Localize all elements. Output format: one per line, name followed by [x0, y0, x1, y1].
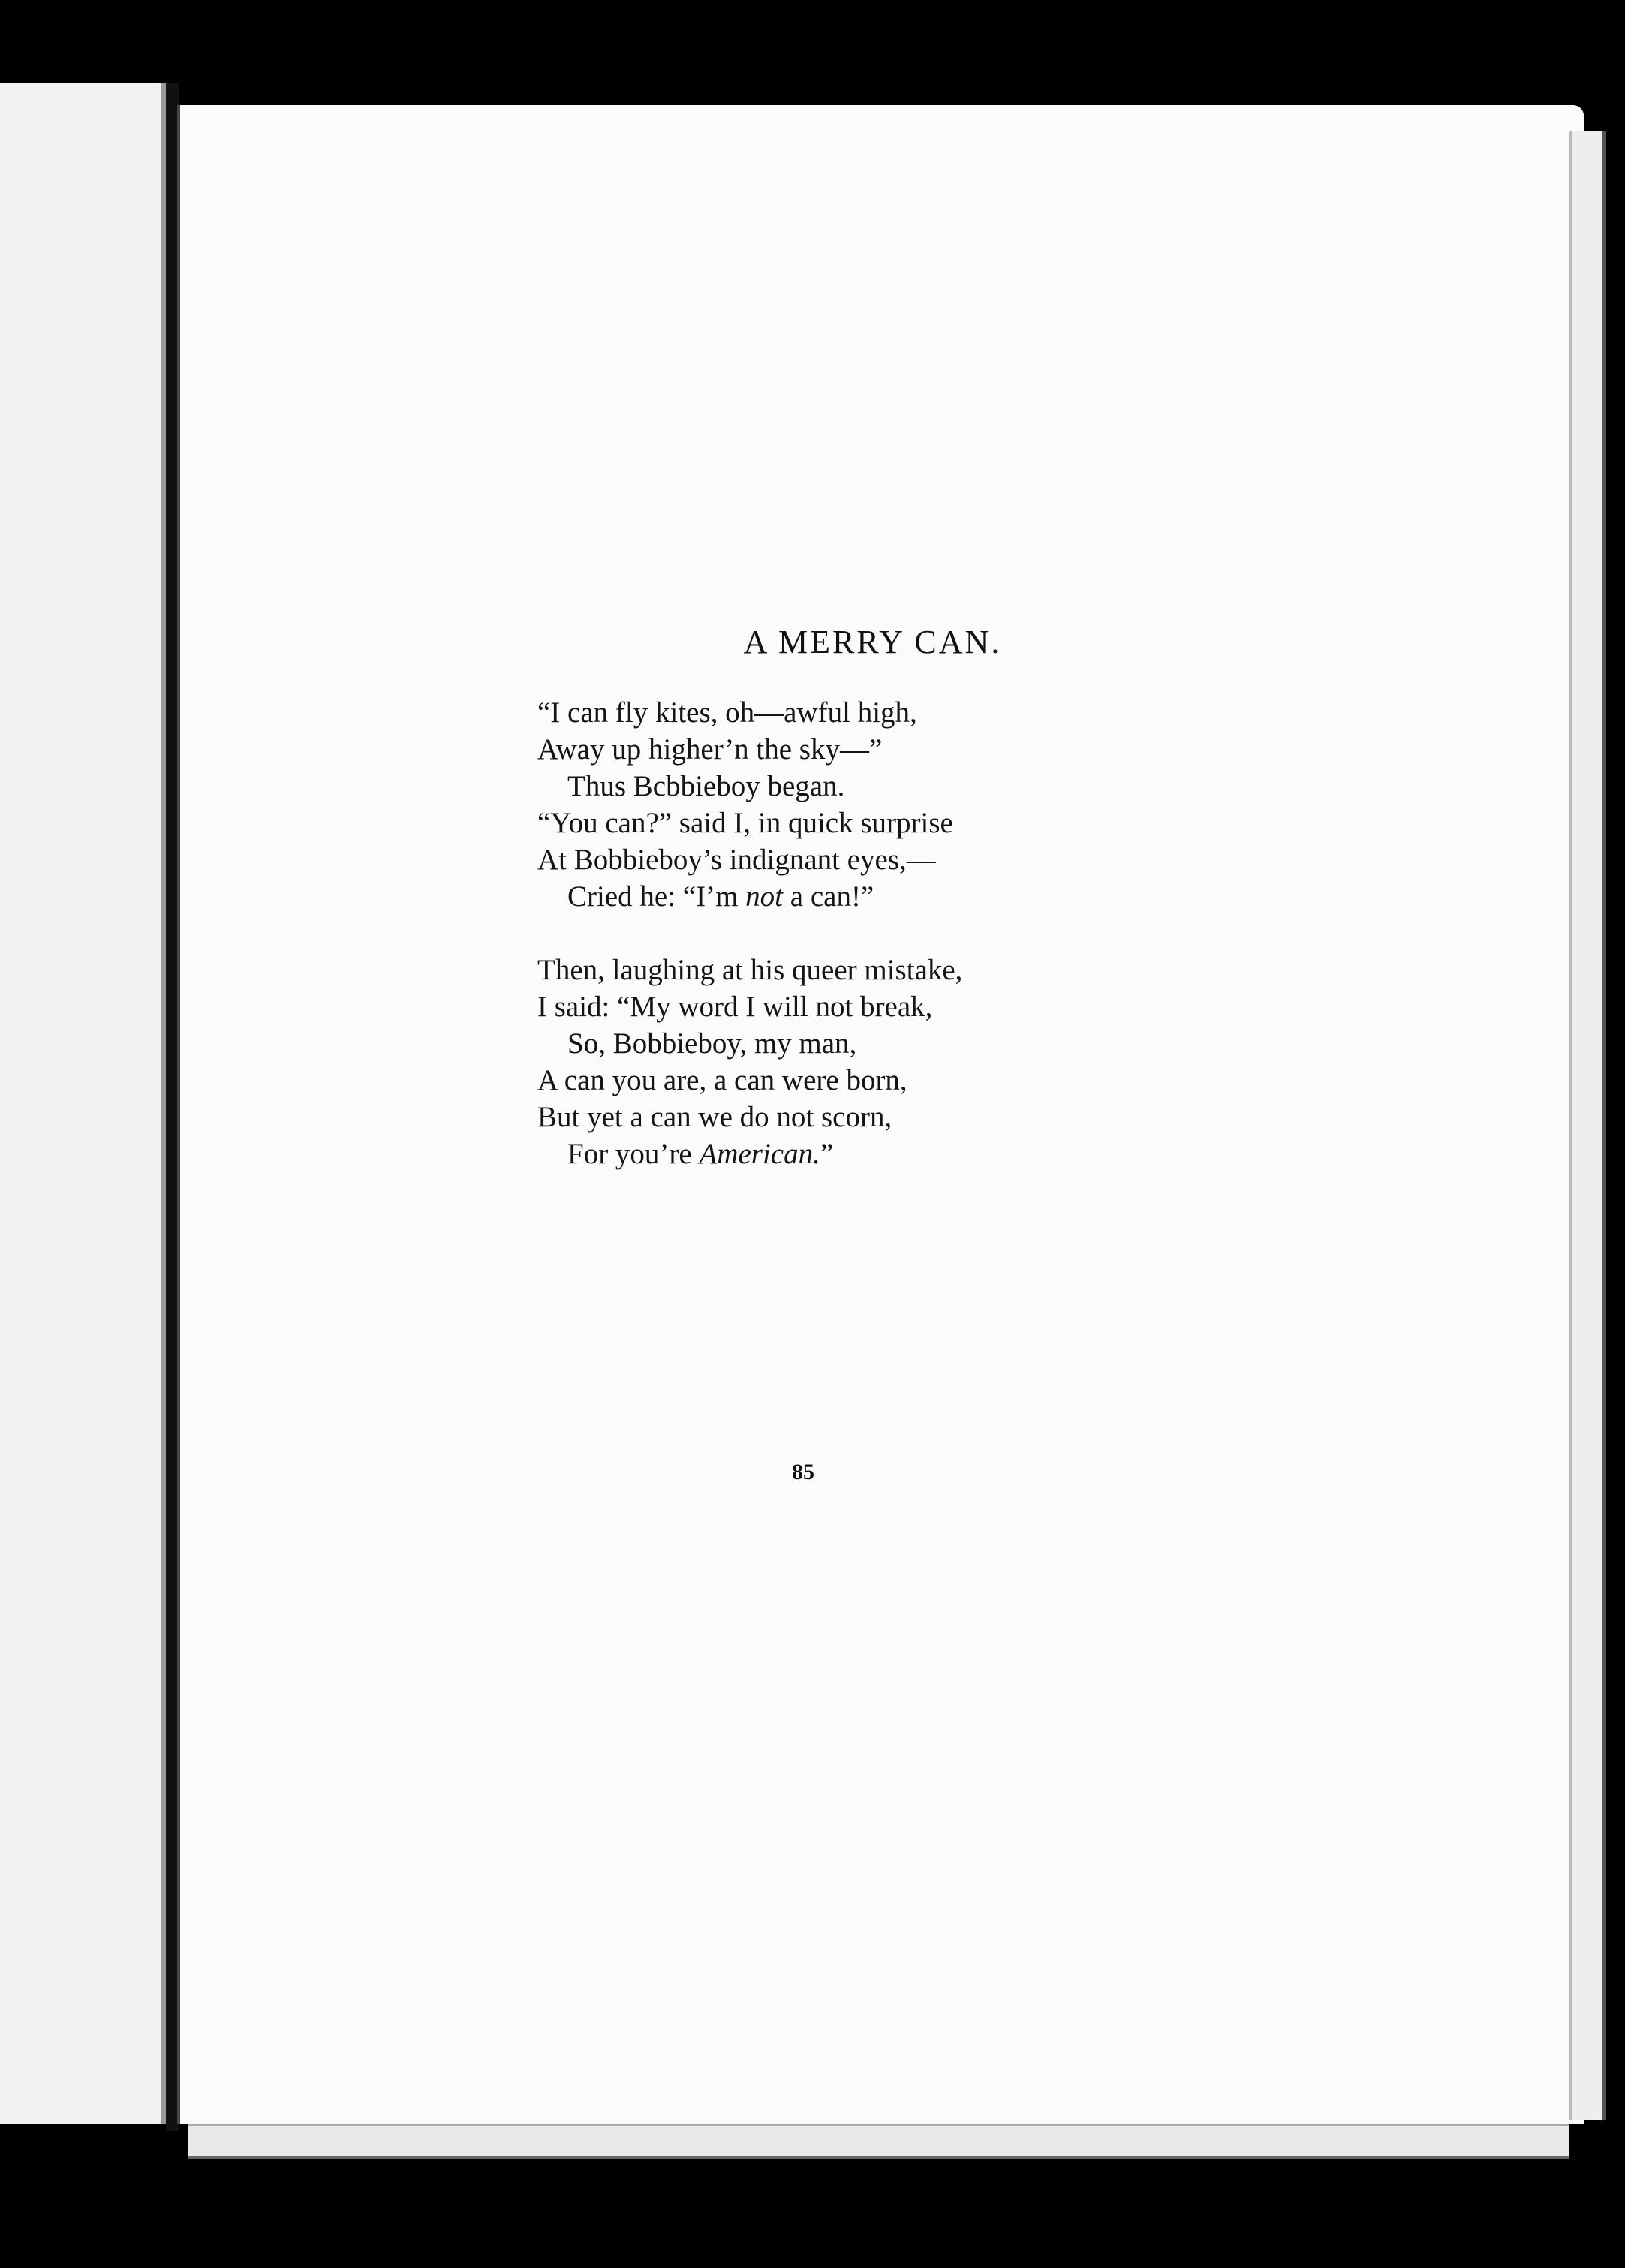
stanza-2: [537, 952, 1108, 1172]
poem-line: [537, 878, 1108, 915]
page-edge: [1569, 131, 1606, 2120]
poem-line: At Bobbieboy’s indignant eyes,—: [537, 844, 936, 876]
poem-line: [537, 1136, 1108, 1172]
poem-line: “I can fly kites, oh—awful high,: [537, 696, 917, 729]
poem-line: “You can?” said I, in quick surprise: [537, 807, 953, 839]
poem-line-text: For you’re: [567, 1138, 700, 1170]
poem-line: But yet a can we do not scorn,: [537, 1101, 892, 1133]
emphasis-text: American.: [699, 1138, 820, 1170]
stanza-gap: [537, 915, 1108, 952]
poem-line: I said: “My word I will not break,: [537, 991, 933, 1023]
stanza-1: [537, 694, 1108, 915]
poem-line: A can you are, a can were born,: [537, 1064, 907, 1096]
poem-body: [537, 694, 1108, 1172]
poem-line-text: a can!”: [783, 880, 874, 913]
page-bottom-edge: [188, 2124, 1569, 2159]
poem-line-text: ”: [820, 1138, 834, 1170]
poem-line: Away up higher’n the sky—”: [537, 733, 883, 766]
left-page: [0, 83, 166, 2124]
poem-line: Thus Bcbbieboy began.: [567, 770, 845, 802]
page-number: 85: [792, 1460, 814, 1484]
poem-line: Then, laughing at his queer mistake,: [537, 954, 963, 986]
emphasis-text: not: [745, 880, 784, 913]
poem-line: So, Bobbieboy, my man,: [567, 1027, 857, 1060]
poem-line-text: Cried he: “I’m: [567, 880, 746, 913]
poem-title: A MERRY CAN.: [743, 624, 1002, 660]
